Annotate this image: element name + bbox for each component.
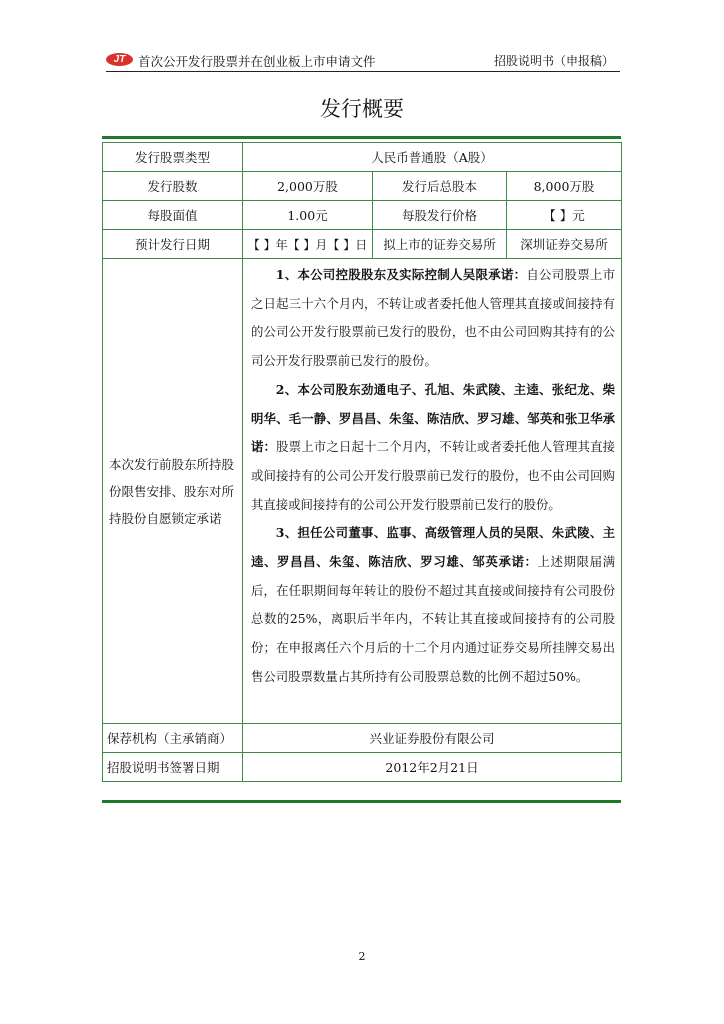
cell-value-exchange: 深圳证券交易所 [507, 230, 622, 259]
cell-label-sponsor: 保荐机构（主承销商） [103, 724, 243, 753]
table-row [103, 753, 622, 782]
table-row [103, 724, 622, 753]
cell-label-sign-date: 招股说明书签署日期 [103, 753, 243, 782]
lockup-paragraph-2 [251, 376, 615, 520]
lockup-p1-text: 自公司股票上市之日起三十六个月内，不转让或者委托他人管理其直接或间接持有的公司公开发行股票前已发行的股份，也不由公司回购其持有的公司公开发行股票前已发行的股份。 [251, 267, 616, 369]
header-divider [106, 71, 620, 72]
cell-label-par-value: 每股面值 [103, 201, 243, 230]
lockup-p3-heading: 3、担任公司董事、监事、高级管理人员的吴限、朱武陵、主逵、罗昌昌、朱玺、陈洁欣、罗习雄、邹英承诺： [251, 525, 616, 570]
header-document-title: 首次公开发行股票并在创业板上市申请文件 [138, 54, 376, 69]
lockup-paragraph-3 [251, 519, 615, 691]
cell-value-par-value: 1.00元 [243, 201, 373, 230]
lockup-p3-text: 上述期限届满后，在任职期间每年转让的股份不超过其直接或间接持有公司股份总数的25%，离职后半年内，不转让其直接或间接持有的公司股份；在申报离任六个月后的十二个月内通过证券交易所挂牌交易出售公司股票数量占其所持有公司股票总数的比例不超过50%。 [251, 554, 616, 684]
header-document-type: 招股说明书（申报稿） [493, 54, 614, 68]
page-title: 发行概要 [320, 97, 404, 121]
table-row [103, 230, 622, 259]
cell-label-total-shares: 发行后总股本 [373, 172, 507, 201]
cell-value-shares-issued: 2,000万股 [243, 172, 373, 201]
cell-label-issue-date: 预计发行日期 [103, 230, 243, 259]
lockup-p2-heading: 2、本公司股东劲通电子、孔旭、朱武陵、主逵、张纪龙、柴明华、毛一静、罗昌昌、朱玺、陈洁欣、罗习雄、邹英和张卫华承诺： [251, 381, 616, 455]
cell-value-lockup [243, 259, 622, 724]
company-logo: JT [106, 53, 133, 66]
table-row [103, 143, 622, 172]
cell-label-issue-price: 每股发行价格 [373, 201, 507, 230]
page-number: 2 [358, 950, 366, 963]
cell-label-lockup: 本次发行前股东所持股份限售安排、股东对所持股份自愿锁定承诺 [103, 259, 243, 724]
lockup-paragraph-1 [251, 261, 615, 376]
cell-value-sponsor: 兴业证券股份有限公司 [243, 724, 622, 753]
cell-value-issue-date: 【 】年【 】月【 】日 [243, 230, 373, 259]
offering-summary-table [102, 136, 621, 803]
table-row [103, 201, 622, 230]
table-row [103, 259, 622, 724]
lockup-p2-text: 股票上市之日起十二个月内，不转让或者委托他人管理其直接或间接持有的公司公开发行股票前已发行的股份，也不由公司回购其直接或间接持有的公司公开发行股票前已发行的股份。 [251, 439, 616, 512]
cell-value-issue-price: 【 】元 [507, 201, 622, 230]
cell-value-total-shares: 8,000万股 [507, 172, 622, 201]
page-header [106, 50, 620, 70]
cell-value-sign-date: 2012年2月21日 [243, 753, 622, 782]
cell-label-stock-type: 发行股票类型 [103, 143, 243, 172]
table-row [103, 172, 622, 201]
cell-value-stock-type: 人民币普通股（A股） [243, 143, 622, 172]
cell-label-shares-issued: 发行股数 [103, 172, 243, 201]
cell-label-exchange: 拟上市的证券交易所 [373, 230, 507, 259]
lockup-p1-heading: 1、本公司控股股东及实际控制人吴限承诺： [275, 267, 527, 282]
